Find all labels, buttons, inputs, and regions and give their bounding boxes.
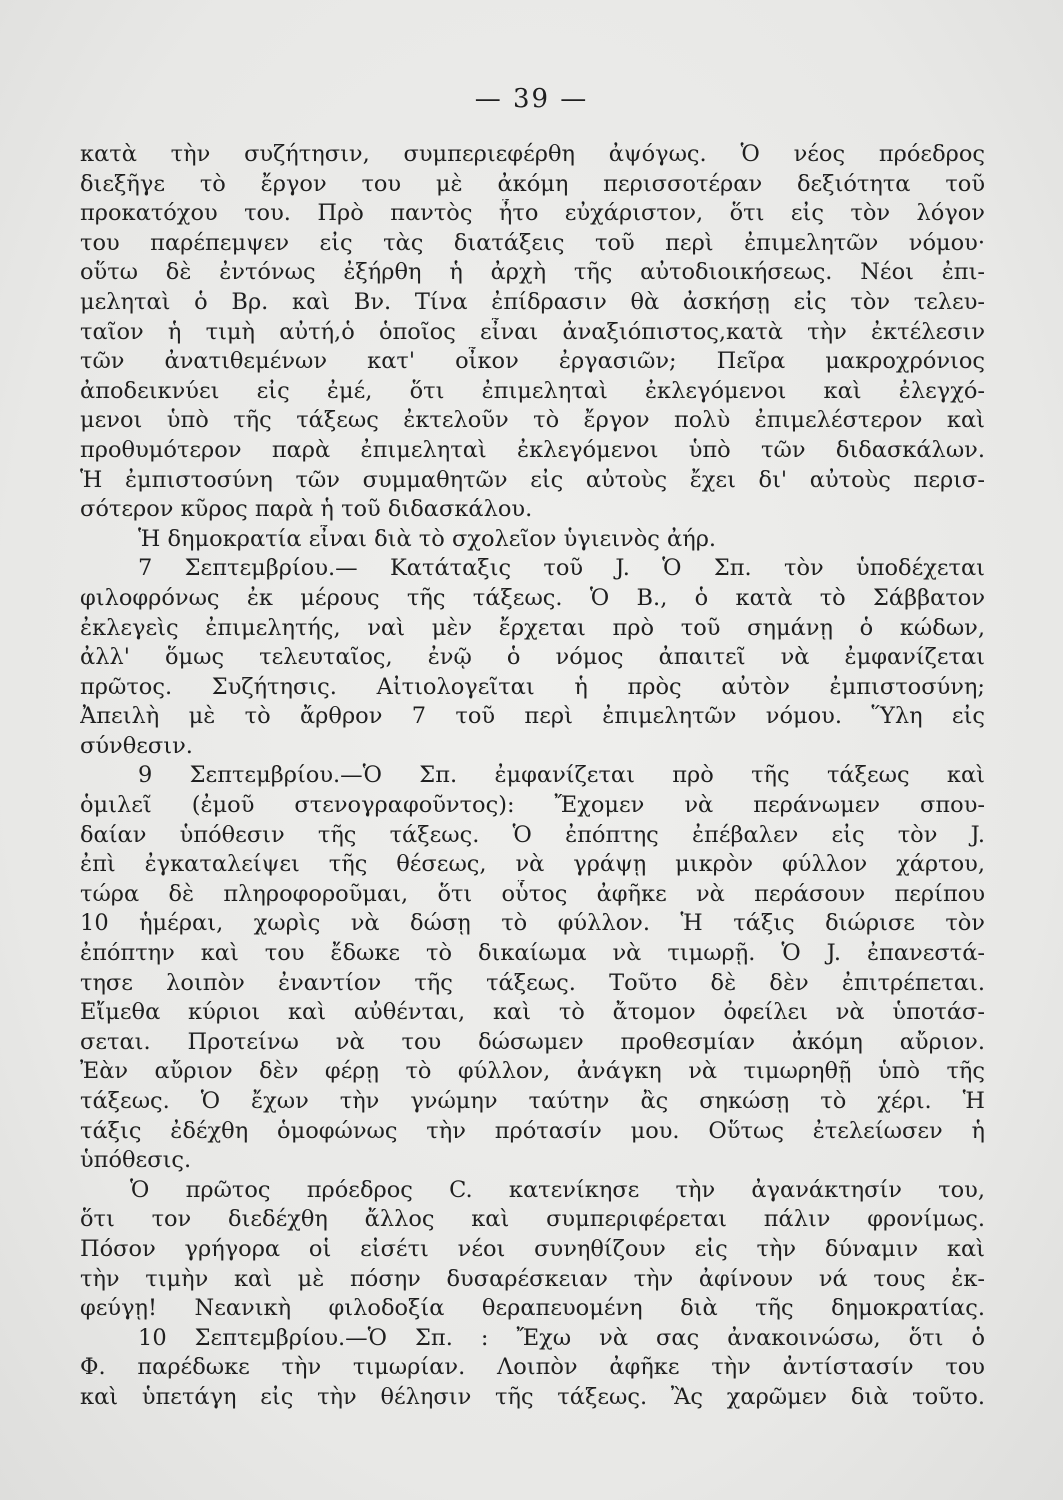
text-line: ἐπόπτην καὶ του ἔδωκε τὸ δικαίωμα νὰ τιμωρῇ. Ὁ J. ἐπανεστά- xyxy=(80,940,985,967)
text-line: ἀλλ' ὅμως τελευταῖος, ἐνῷ ὁ νόμος ἀπαιτεῖ νὰ ἐμφανίζεται xyxy=(80,644,985,671)
text-line: τὴν τιμὴν καὶ μὲ πόσην δυσαρέσκειαν τὴν ἀφίνουν νά τους ἐκ- xyxy=(80,1265,985,1292)
text-line: του παρέπεμψεν εἰς τὰς διατάξεις τοῦ περὶ ἐπιμελητῶν νόμου· xyxy=(80,229,985,256)
text-line: Πόσον γρήγορα οἱ εἰσέτι νέοι συνηθίζουν εἰς τὴν δύναμιν καὶ xyxy=(80,1235,985,1262)
text-line: Ἐὰν αὔριον δὲν φέρῃ τὸ φύλλον, ἀνάγκη νὰ τιμωρηθῇ ὑπὸ τῆς xyxy=(80,1058,985,1085)
text-line: Ὁ πρῶτος πρόεδρος C. κατενίκησε τὴν ἀγανάκτησίν του, xyxy=(130,1176,985,1203)
text-line: ὁμιλεῖ (ἐμοῦ στενογραφοῦντος): Ἔχομεν νὰ περάνωμεν σπου- xyxy=(80,792,985,819)
text-line: 7 Σεπτεμβρίου.— Κατάταξις τοῦ J. Ὁ Σπ. τὸν ὑποδέχεται xyxy=(138,555,985,582)
text-line: 10 ἡμέραι, χωρὶς νὰ δώσῃ τὸ φύλλον. Ἡ τάξις διώρισε τὸν xyxy=(80,910,985,937)
text-line: ἐκλεγεὶς ἐπιμελητής, ναὶ μὲν ἔρχεται πρὸ τοῦ σημάνῃ ὁ κώδων, xyxy=(80,614,985,641)
text-line: τησε λοιπὸν ἐναντίον τῆς τάξεως. Τοῦτο δὲ δὲν ἐπιτρέπεται. xyxy=(80,969,985,996)
text-line: δαίαν ὑπόθεσιν τῆς τάξεως. Ὁ ἐπόπτης ἐπέβαλεν εἰς τὸν J. xyxy=(80,821,985,848)
text-line: σεται. Προτείνω νὰ του δώσωμεν προθεσμίαν ἀκόμη αὔριον. xyxy=(80,1028,985,1055)
text-line: προθυμότερον παρὰ ἐπιμεληταὶ ἐκλεγόμενοι ὑπὸ τῶν διδασκάλων. xyxy=(80,436,985,463)
text-line: ἐπὶ ἐγκαταλείψει τῆς θέσεως, νὰ γράψῃ μικρὸν φύλλον χάρτου, xyxy=(80,851,985,878)
text-line: Φ. παρέδωκε τὴν τιμωρίαν. Λοιπὸν ἀφῆκε τὴν ἀντίστασίν του xyxy=(80,1354,985,1381)
text-line: 9 Σεπτεμβρίου.—Ὁ Σπ. ἐμφανίζεται πρὸ τῆς τάξεως καὶ xyxy=(138,762,985,789)
text-line: μεληταὶ ὁ Βρ. καὶ Βν. Τίνα ἐπίδρασιν θὰ ἀσκήσῃ εἰς τὸν τελευ- xyxy=(80,288,985,315)
text-line: τώρα δὲ πληροφοροῦμαι, ὅτι οὗτος ἀφῆκε νὰ περάσουν περίπου xyxy=(80,880,985,907)
text-line: κατὰ τὴν συζήτησιν, συμπεριεφέρθη ἀψόγως. Ὁ νέος πρόεδρος xyxy=(80,141,985,167)
text-line: Ἡ δημοκρατία εἶναι διὰ τὸ σχολεῖον ὑγιεινὸς ἀήρ. xyxy=(138,525,717,552)
text-line: 10 Σεπτεμβρίου.—Ὁ Σπ. : Ἔχω νὰ σας ἀνακοινώσω, ὅτι ὁ xyxy=(138,1324,985,1351)
text-line: τάξεως. Ὁ ἔχων τὴν γνώμην ταύτην ἂς σηκώσῃ τὸ χέρι. Ἡ xyxy=(80,1088,985,1114)
text-line: σότερον κῦρος παρὰ ἡ τοῦ διδασκάλου. xyxy=(80,496,533,523)
text-line: σύνθεσιν. xyxy=(80,732,193,759)
text-line: φιλοφρόνως ἐκ μέρους τῆς τάξεως. Ὁ Β., ὁ κατὰ τὸ Σάββατον xyxy=(80,584,985,611)
text-line: ἀποδεικνύει εἰς ἐμέ, ὅτι ἐπιμεληταὶ ἐκλεγόμενοι καὶ ἐλεγχό- xyxy=(80,377,985,404)
text-line: Ἡ ἐμπιστοσύνη τῶν συμμαθητῶν εἰς αὐτοὺς ἔχει δι' αὐτοὺς περισ- xyxy=(80,466,985,493)
text-line: καὶ ὑπετάγη εἰς τὴν θέλησιν τῆς τάξεως. Ἂς χαρῶμεν διὰ τοῦτο. xyxy=(80,1383,985,1410)
text-line: φεύγῃ! Νεανικὴ φιλοδοξία θεραπευομένη διὰ τῆς δημοκρατίας. xyxy=(80,1295,985,1322)
text-line: διεξῆγε τὸ ἔργον του μὲ ἀκόμη περισσοτέραν δεξιότητα τοῦ xyxy=(80,170,985,197)
text-line: Εἴμεθα κύριοι καὶ αὐθένται, καὶ τὸ ἄτομον ὀφείλει νὰ ὑποτάσ- xyxy=(80,999,985,1026)
text-line: οὕτω δὲ ἐντόνως ἐξήρθη ἡ ἀρχὴ τῆς αὐτοδιοικήσεως. Νέοι ἐπι- xyxy=(80,259,985,286)
text-line: πρῶτος. Συζήτησις. Αἰτιολογεῖται ἡ πρὸς αὐτὸν ἐμπιστοσύνη; xyxy=(80,673,985,700)
text-line: τάξις ἐδέχθη ὁμοφώνως τὴν πρότασίν μου. Οὕτως ἐτελείωσεν ἡ xyxy=(80,1117,985,1144)
page-number: — 39 — xyxy=(474,84,589,114)
text-line: ὅτι τον διεδέχθη ἄλλος καὶ συμπεριφέρεται πάλιν φρονίμως. xyxy=(80,1206,985,1233)
text-line: ὑπόθεσις. xyxy=(80,1147,192,1174)
text-line: προκατόχου του. Πρὸ παντὸς ἦτο εὐχάριστον, ὅτι εἰς τὸν λόγον xyxy=(80,200,985,227)
text-line: ταῖον ἡ τιμὴ αὐτή,ὁ ὁποῖος εἶναι ἀναξιόπιστος,κατὰ τὴν ἐκτέλεσιν xyxy=(80,318,985,345)
text-line: μενοι ὑπὸ τῆς τάξεως ἐκτελοῦν τὸ ἔργον πολὺ ἐπιμελέστερον καὶ xyxy=(80,407,985,434)
text-line: Ἀπειλὴ μὲ τὸ ἄρθρον 7 τοῦ περὶ ἐπιμελητῶν νόμου. Ὕλη εἰς xyxy=(80,703,985,730)
body-text xyxy=(80,140,985,1413)
text-line: τῶν ἀνατιθεμένων κατ' οἶκον ἐργασιῶν; Πεῖρα μακροχρόνιος xyxy=(80,348,985,375)
